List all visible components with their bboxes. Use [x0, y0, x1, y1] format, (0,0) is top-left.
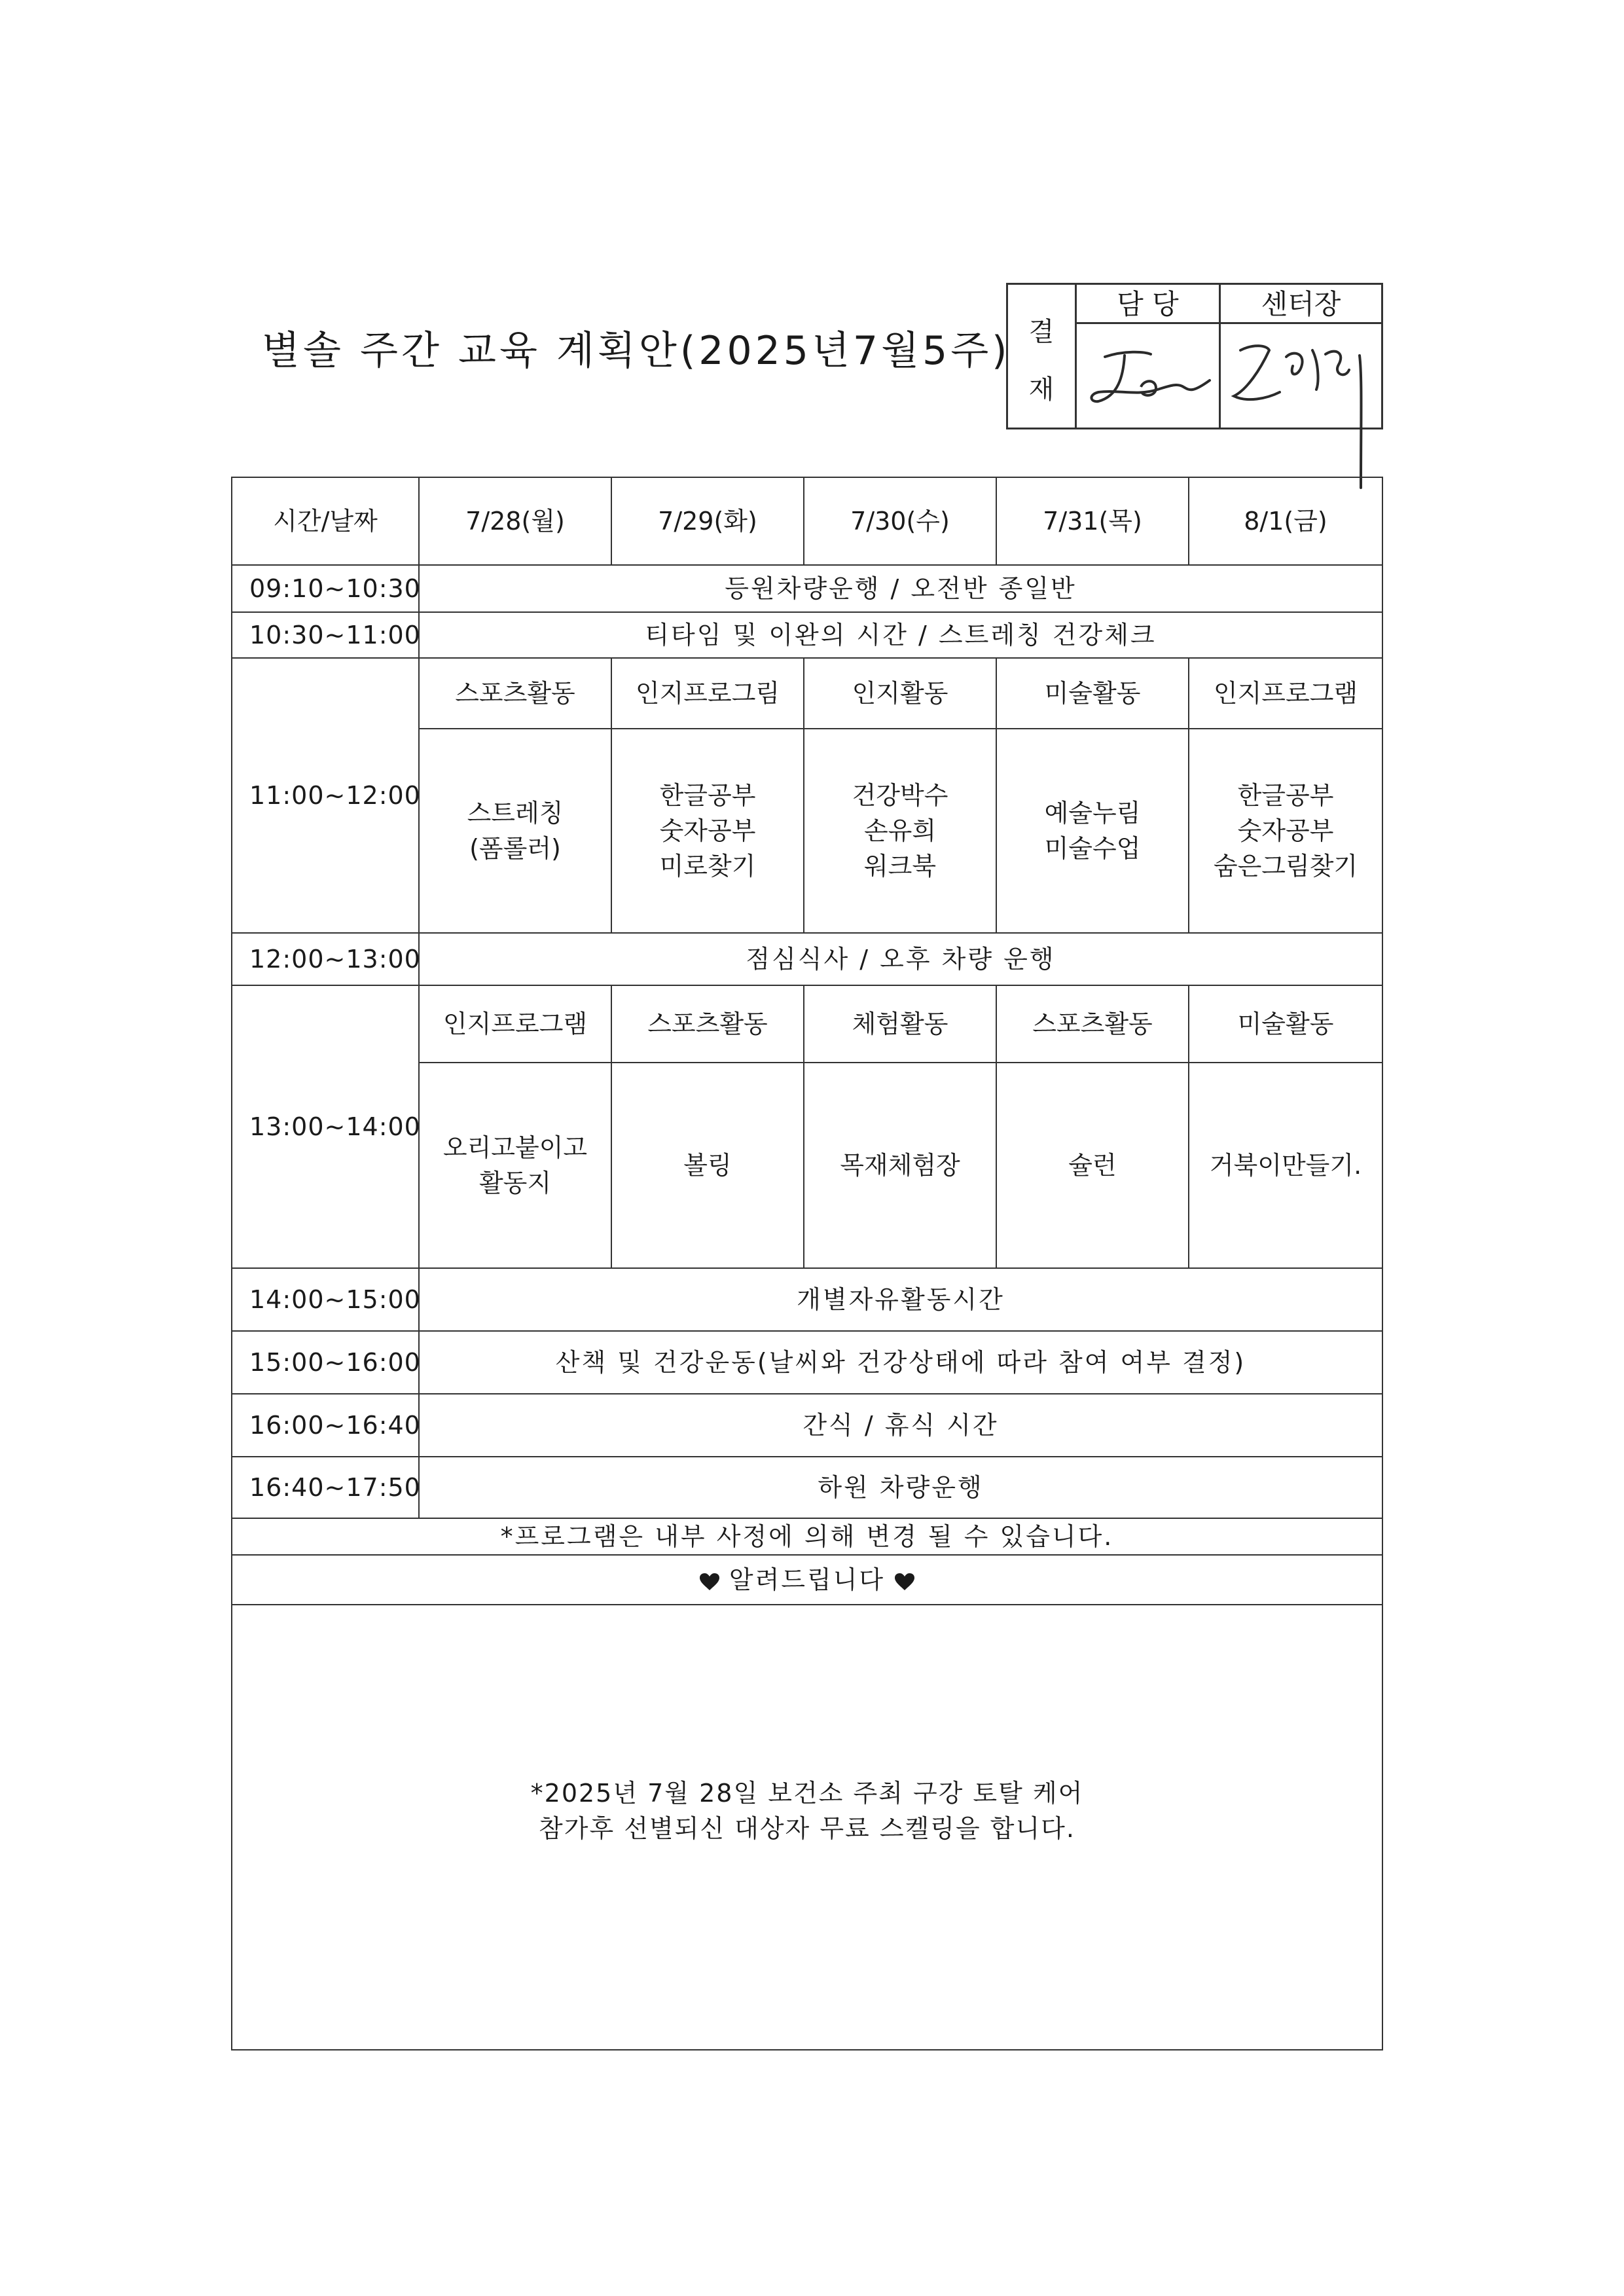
- activity-cell: 점심식사 / 오후 차량 운행: [419, 933, 1382, 985]
- category-cell: 스포츠활동: [611, 985, 804, 1063]
- content-cell: [1189, 1063, 1382, 1268]
- content-line: 슐런: [1068, 1151, 1117, 1180]
- category-cell: 인지프로그림: [611, 658, 804, 729]
- header-row: [232, 477, 1382, 565]
- content-line: 볼링: [683, 1151, 732, 1180]
- content-line: 오리고붙이고: [442, 1133, 588, 1162]
- time-cell: 10:30~11:00: [232, 612, 419, 658]
- schedule-row: [232, 612, 1382, 658]
- content-line: 숫자공부: [659, 816, 756, 845]
- category-cell: 미술활동: [1189, 985, 1382, 1063]
- activity-cell: 등원차량운행 / 오전반 종일반: [419, 565, 1382, 612]
- content-line: 목재체험장: [840, 1151, 960, 1180]
- content-line: 활동지: [478, 1169, 552, 1197]
- category-cell: 인지활동: [804, 658, 996, 729]
- schedule-row: [232, 1268, 1382, 1331]
- corner-header: 시간/날짜: [232, 477, 419, 565]
- category-cell: 스포츠활동: [996, 985, 1189, 1063]
- content-line: 예술누림: [1044, 799, 1141, 828]
- activity-cell: 개별자유활동시간: [419, 1268, 1382, 1331]
- approval-col-director: 센터장: [1221, 285, 1381, 324]
- manager-signature: [1079, 324, 1219, 428]
- day-header: 8/1(금): [1189, 477, 1382, 565]
- content-line: 스트레칭: [467, 799, 564, 828]
- content-line: 미술수업: [1044, 834, 1141, 863]
- content-cell: [419, 729, 611, 933]
- content-line: 거북이만들기.: [1209, 1151, 1362, 1180]
- activity-cell: 티타임 및 이완의 시간 / 스트레칭 건강체크: [419, 612, 1382, 658]
- pm-category-row: [232, 985, 1382, 1063]
- time-cell: 14:00~15:00: [232, 1268, 419, 1331]
- category-cell: 스포츠활동: [419, 658, 611, 729]
- category-cell: 미술활동: [996, 658, 1189, 729]
- schedule-row: [232, 1331, 1382, 1394]
- director-signature: [1221, 324, 1381, 455]
- heart-icon: [894, 1573, 915, 1591]
- approval-side-top: 결: [1028, 317, 1055, 347]
- content-line: 한글공부: [659, 781, 756, 810]
- heart-icon: [699, 1573, 720, 1591]
- content-cell: [804, 1063, 996, 1268]
- approval-col-manager: 담 당: [1077, 285, 1219, 324]
- time-cell: 09:10~10:30: [232, 565, 419, 612]
- activity-cell: 간식 / 휴식 시간: [419, 1394, 1382, 1457]
- content-cell: [804, 729, 996, 933]
- day-header: 7/31(목): [996, 477, 1189, 565]
- category-cell: 체험활동: [804, 985, 996, 1063]
- day-header: 7/28(월): [419, 477, 611, 565]
- day-header: 7/29(화): [611, 477, 804, 565]
- schedule-table: [231, 477, 1383, 2050]
- time-cell: 13:00~14:00: [232, 985, 419, 1268]
- content-line: 한글공부: [1237, 781, 1334, 810]
- notice-line: *2025년 7월 28일 보건소 주최 구강 토탈 케어: [530, 1779, 1084, 1808]
- day-header: 7/30(수): [804, 477, 996, 565]
- approval-side-label: [1008, 285, 1077, 428]
- time-cell: 16:40~17:50: [232, 1457, 419, 1518]
- approval-box: [1006, 283, 1383, 429]
- category-cell: 인지프로그램: [1189, 658, 1382, 729]
- content-cell: [611, 1063, 804, 1268]
- category-cell: 인지프로그램: [419, 985, 611, 1063]
- notice-title-cell: [232, 1555, 1382, 1605]
- notice-title-row: [232, 1555, 1382, 1605]
- content-cell: [1189, 729, 1382, 933]
- content-line: 숫자공부: [1237, 816, 1334, 845]
- footnote: *프로그램은 내부 사정에 의해 변경 될 수 있습니다.: [232, 1518, 1382, 1555]
- activity-cell: 산책 및 건강운동(날씨와 건강상태에 따라 참여 여부 결정): [419, 1331, 1382, 1394]
- page-title: 별솔 주간 교육 계획안(2025년7월5주): [262, 328, 1011, 374]
- footnote-row: [232, 1518, 1382, 1555]
- content-cell: [996, 1063, 1189, 1268]
- content-cell: [996, 729, 1189, 933]
- time-cell: 16:00~16:40: [232, 1394, 419, 1457]
- content-line: 워크북: [863, 852, 937, 881]
- notice-title: 알려드립니다: [729, 1565, 886, 1594]
- schedule-row: [232, 1394, 1382, 1457]
- approval-side-bottom: 재: [1028, 374, 1055, 405]
- time-cell: 12:00~13:00: [232, 933, 419, 985]
- content-cell: [419, 1063, 611, 1268]
- am-category-row: [232, 658, 1382, 729]
- time-cell: 11:00~12:00: [232, 658, 419, 933]
- notice-line: 참가후 선별되신 대상자 무료 스켈링을 합니다.: [539, 1814, 1075, 1843]
- schedule-row: [232, 1457, 1382, 1518]
- time-cell: 15:00~16:00: [232, 1331, 419, 1394]
- content-line: 숨은그림찾기: [1213, 852, 1358, 881]
- content-cell: [611, 729, 804, 933]
- schedule-row: [232, 565, 1382, 612]
- content-line: 손유희: [863, 816, 937, 845]
- content-line: 미로찾기: [659, 852, 756, 881]
- notice-body-row: [232, 1605, 1382, 2050]
- content-line: (폼롤러): [469, 834, 561, 863]
- activity-cell: 하원 차량운행: [419, 1457, 1382, 1518]
- schedule-row: [232, 933, 1382, 985]
- content-line: 건강박수: [852, 781, 948, 810]
- notice-body: [232, 1605, 1382, 2050]
